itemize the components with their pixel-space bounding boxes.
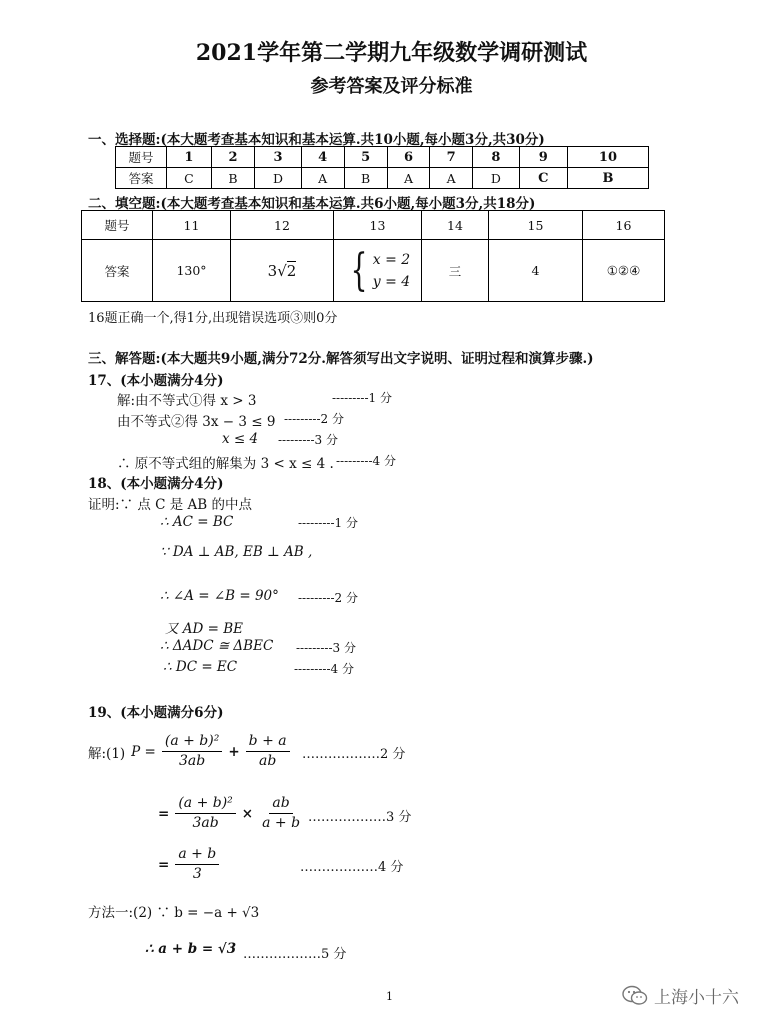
q17-score: ---------4 分 bbox=[336, 454, 396, 468]
q18-line: 又 AD = BE bbox=[165, 621, 244, 637]
choice-number: 6 bbox=[387, 147, 430, 168]
q19-step3 bbox=[158, 845, 219, 884]
q19-title: 19、(本小题满分6分) bbox=[88, 705, 224, 721]
q17-score: ---------1 分 bbox=[332, 391, 392, 405]
choice-number: 7 bbox=[430, 147, 473, 168]
fill-answer-14: 三 bbox=[422, 240, 489, 302]
page-number: 1 bbox=[386, 990, 393, 1003]
q18-line: ∴ DC = EC bbox=[163, 659, 238, 675]
part2-heading: 二、填空题:(本大题考查基本知识和基本运算.共6小题,每小题3分,共18分) bbox=[88, 196, 536, 212]
watermark-text: 上海小十六 bbox=[654, 988, 739, 1008]
fill-answer-16: ①②④ bbox=[583, 240, 665, 302]
choice-answer: A bbox=[387, 168, 430, 189]
fraction: $\frac{b + a}{ab}$ bbox=[246, 732, 290, 771]
choice-answer-row bbox=[116, 168, 649, 189]
fill-number-label: 题号 bbox=[82, 211, 153, 240]
q18-score: ---------2 分 bbox=[298, 591, 358, 605]
system-line-2: y = 4 bbox=[372, 273, 411, 290]
choice-number: 2 bbox=[211, 147, 254, 168]
choice-answer: C bbox=[519, 168, 567, 189]
q19-step1 bbox=[88, 732, 290, 771]
q19-method1: 方法一:(2) ∵ b = −a + √3 bbox=[88, 905, 260, 921]
fill-answer-12 bbox=[231, 240, 334, 302]
q18-score: ---------4 分 bbox=[294, 662, 354, 676]
equals-sign: = bbox=[158, 856, 170, 873]
q19-part1-label: 解:(1) bbox=[88, 745, 126, 762]
fill-answer-table bbox=[81, 210, 665, 302]
fill-number: 16 bbox=[583, 211, 665, 240]
times-sign: × bbox=[241, 805, 254, 822]
choice-number: 8 bbox=[472, 147, 519, 168]
q19-score: ………………3 分 bbox=[308, 810, 412, 825]
fraction: $\frac{\text{(a + b)²}}{3ab}$ bbox=[162, 732, 222, 771]
choice-number: 4 bbox=[301, 147, 344, 168]
q17-score: ---------3 分 bbox=[278, 433, 338, 447]
radicand: 2 bbox=[286, 261, 297, 280]
choice-number: 3 bbox=[255, 147, 302, 168]
fill-number: 15 bbox=[489, 211, 583, 240]
system-line-1: x = 2 bbox=[372, 251, 411, 268]
choice-answer-table bbox=[115, 146, 649, 189]
choice-answer: D bbox=[255, 168, 302, 189]
fill-number-row bbox=[82, 211, 665, 240]
q17-line: 由不等式②得 3x − 3 ≤ 9 bbox=[117, 414, 276, 430]
choice-answer-label: 答案 bbox=[116, 168, 167, 189]
equals-sign: = bbox=[158, 805, 170, 822]
fraction: $\frac{ab}{a + b}$ bbox=[262, 795, 301, 831]
q17-score: ---------2 分 bbox=[284, 412, 344, 426]
equation-system bbox=[345, 244, 411, 296]
choice-number: 5 bbox=[344, 147, 387, 168]
q17-title: 17、(本小题满分4分) bbox=[88, 373, 224, 389]
choice-answer: B bbox=[211, 168, 254, 189]
choice-answer: B bbox=[344, 168, 387, 189]
wechat-icon bbox=[622, 985, 648, 1007]
part3-heading: 三、解答题:(本大题共9小题,满分72分.解答须写出文字说明、证明过程和演算步骤.) bbox=[88, 351, 594, 367]
choice-answer: D bbox=[472, 168, 519, 189]
sqrt-icon: √ bbox=[277, 261, 287, 280]
choice-number-label: 题号 bbox=[116, 147, 167, 168]
q18-score: ---------1 分 bbox=[298, 516, 358, 530]
fill-answer-15: 4 bbox=[489, 240, 583, 302]
fill-number: 12 bbox=[231, 211, 334, 240]
watermark bbox=[622, 983, 739, 1008]
choice-answer: A bbox=[301, 168, 344, 189]
q19-score: ………………5 分 bbox=[243, 947, 347, 962]
fraction: $\frac{a + b}{3}$ bbox=[175, 845, 219, 884]
q17-line: x ≤ 4 bbox=[222, 431, 259, 447]
q18-title: 18、(本小题满分4分) bbox=[88, 476, 224, 492]
q19-score: ………………4 分 bbox=[300, 860, 404, 875]
fill-number: 11 bbox=[153, 211, 231, 240]
q18-line: ∴ AC = BC bbox=[160, 514, 234, 530]
fraction: $\frac{\text{(a + b)²}}{3ab}$ bbox=[175, 794, 235, 833]
part1-heading: 一、选择题:(本大题考查基本知识和基本运算.共10小题,每小题3分,共30分) bbox=[88, 132, 545, 148]
q17-line: 解:由不等式①得 x > 3 bbox=[117, 393, 257, 409]
radical-coefficient: 3 bbox=[267, 261, 278, 280]
page-title: 2021学年第二学期九年级数学调研测试 bbox=[195, 40, 588, 66]
page-subtitle: 参考答案及评分标准 bbox=[310, 76, 473, 97]
fill-answer-13 bbox=[334, 240, 422, 302]
plus-sign: + bbox=[228, 743, 240, 760]
part2-note: 16题正确一个,得1分,出现错误选项③则0分 bbox=[88, 311, 338, 326]
q19-result: ∴ a + b = √3 bbox=[145, 941, 237, 957]
fill-answer-row bbox=[82, 240, 665, 302]
q18-score: ---------3 分 bbox=[296, 641, 356, 655]
brace-icon: { bbox=[350, 244, 368, 296]
choice-answer: C bbox=[167, 168, 212, 189]
choice-number-row bbox=[116, 147, 649, 168]
q19-score: ………………2 分 bbox=[302, 747, 406, 762]
fill-answer-11: 130° bbox=[153, 240, 231, 302]
choice-number: 10 bbox=[567, 147, 648, 168]
choice-answer: A bbox=[430, 168, 473, 189]
choice-number: 1 bbox=[167, 147, 212, 168]
choice-number: 9 bbox=[519, 147, 567, 168]
q18-line: ∵ DA ⊥ AB, EB ⊥ AB , bbox=[160, 544, 313, 560]
q18-line: ∴ ∠A = ∠B = 90° bbox=[160, 588, 279, 604]
fill-number: 13 bbox=[334, 211, 422, 240]
q18-line: ∴ ΔADC ≅ ΔBEC bbox=[160, 638, 274, 654]
q17-line: ∴ 原不等式组的解集为 3 < x ≤ 4 . bbox=[117, 456, 334, 472]
fill-number: 14 bbox=[422, 211, 489, 240]
fill-answer-label: 答案 bbox=[82, 240, 153, 302]
choice-answer: B bbox=[567, 168, 648, 189]
q19-lhs: P = bbox=[131, 743, 156, 760]
q19-step2 bbox=[158, 794, 303, 833]
q18-line: 证明:∵ 点 C 是 AB 的中点 bbox=[88, 497, 253, 513]
